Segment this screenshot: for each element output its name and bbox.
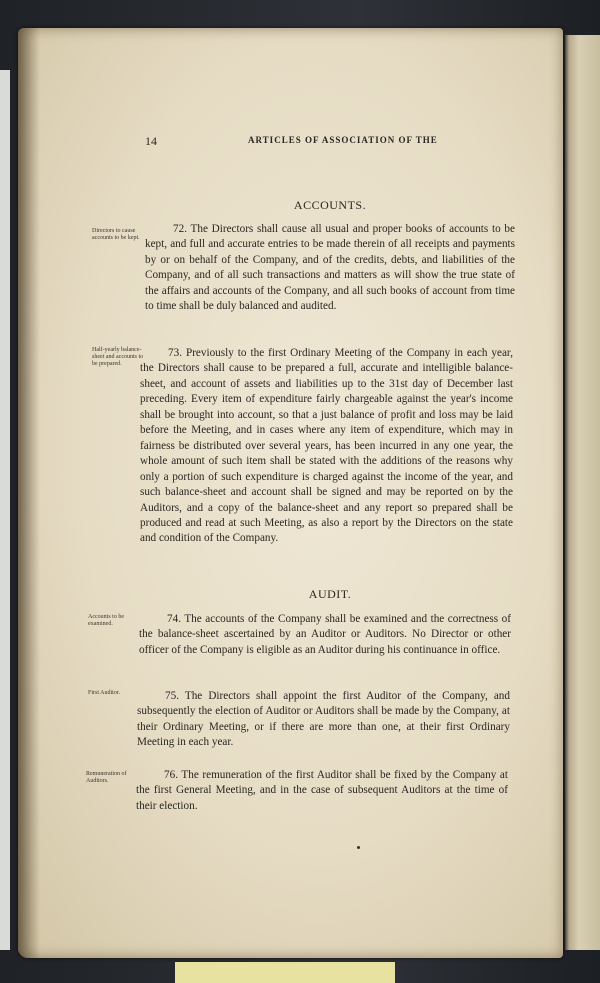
page-number: 14 (145, 134, 157, 148)
margin-note: Half-yearly balance-sheet and accounts to be prepared. (92, 347, 144, 367)
section-heading-audit: AUDIT. (308, 587, 352, 601)
article-paragraph (137, 689, 510, 751)
margin-note: Directors to cause accounts to be kept. (92, 228, 140, 241)
margin-note: Accounts to be examined. (88, 614, 124, 627)
left-edge-strip (0, 70, 10, 950)
margin-note: Remuneration of Auditors. (86, 771, 127, 784)
article-paragraph (145, 222, 515, 315)
article-text: 74. The accounts of the Company shall be examined and the correctness of the balance-sheet ascertained by an Auditor or Auditors. No Director or other officer of the Company is eligible as an Auditor during his continuance in office. (139, 613, 511, 656)
page-gutter-shadow (18, 28, 40, 958)
margin-note: First Auditor. (88, 690, 121, 696)
ink-speck (357, 846, 360, 849)
page-stack-edge (565, 35, 600, 950)
article-text: 76. The remuneration of the first Auditor shall be fixed by the Company at the first General Meeting, and in the case of subsequent Auditors at the time of their election. (136, 769, 508, 812)
running-header: ARTICLES OF ASSOCIATION OF THE (248, 135, 438, 145)
section-heading-accounts: ACCOUNTS. (293, 198, 367, 212)
article-text: 75. The Directors shall appoint the first Auditor of the Company, and subsequently the election of Auditor or Auditors shall be made by the Company, at their Ordinary Meeting, or if there are more than one, at their first Ordinary Meeting in each year. (137, 690, 510, 749)
article-paragraph (136, 768, 508, 814)
article-text: 72. The Directors shall cause all usual and proper books of accounts to be kept, and full and accurate entries to be made therein of all receipts and payments by or on behalf of the Company, and of the credits, debts, and liabilities of the Company, and of all such transactions and matters as will show the true state of the affairs and accounts of the Company, and all such books of account from time to time shall be duly balanced and audited. (145, 223, 515, 313)
article-text: 73. Previously to the first Ordinary Meeting of the Company in each year, the Directors shall cause to be prepared a full, accurate and intelligible balance-sheet, and account of assets and liabilities up to the 31st day of December last preceding. Every item of expenditure fairly chargeable against the year's income shall be brought into account, so that a just balance of profit and loss may be laid before the Meeting, and in cases where any item of expenditure, which may in fairness be distributed over several years, has been incurred in any one year, the whole amount of such item shall be stated with the additions of the reasons why only a portion of such expenditure is charged against the income of the year, and such balance-sheet and account shall be signed and may be reported on by the Auditors, and a copy of the balance-sheet and any report so prepared shall be produced and read at such Meeting, as also a report by the Directors on the state and condition of the Company. (140, 347, 513, 545)
bottom-paper-tab (175, 962, 395, 983)
article-paragraph (140, 346, 513, 547)
article-paragraph (139, 612, 511, 658)
